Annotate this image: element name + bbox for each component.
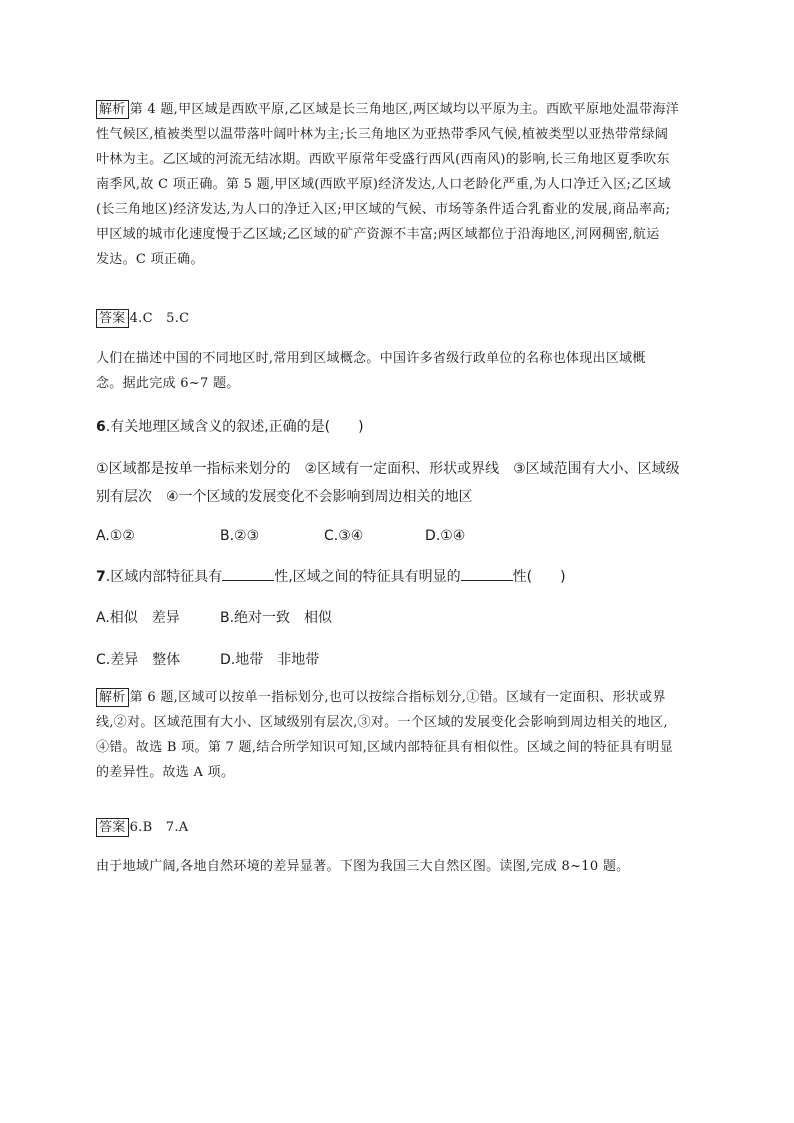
answer-text: 6.B 7.A [129,820,189,835]
answer-q4-5 [96,306,698,331]
option-a[interactable]: A.①② [96,528,135,544]
analysis-line: 线,②对。区域范围有大小、区域级别有层次,③对。一个区域的发展变化会影响到周边相关的地区, [96,715,668,730]
analysis-line: (长三角地区)经济发达,为人口的净迁入区;甲区域的气候、市场等条件适合乳畜业的发展,商品率高; [96,202,671,217]
fill-blank-2[interactable] [461,566,513,581]
analysis-line: 南季风,故 C 项正确。第 5 题,甲区域(西欧平原)经济发达,人口老龄化严重,为人口净迁入区;乙区域 [96,177,672,192]
option-d[interactable]: D.①④ [425,528,466,544]
analysis-line: 解析 第 4 题,甲区域是西欧平原,乙区域是长三角地区,两区域均以平原为主。西欧平原地处温带海洋 [96,97,698,122]
analysis-tag: 解析 [96,688,129,707]
analysis-line: 甲区域的城市化速度慢于乙区域;乙区域的矿产资源不丰富;两区域都位于沿海地区,河网稠密,航运 [96,227,660,242]
question-6 [96,413,698,441]
statement-line: 别有层次 ④一个区域的发展变化不会影响到周边相关的地区 [96,489,473,505]
question-stem: 6.有关地理区域含义的叙述,正确的是( ) [96,419,364,435]
option-b[interactable]: B.②③ [220,528,260,544]
option-c[interactable]: C.差异 整体 [96,652,181,668]
intro-q6-7 [96,346,698,396]
statement-line: ①区域都是按单一指标来划分的 ②区域有一定面积、形状或界线 ③区域范围有大小、区域级 [96,461,680,477]
analysis-line: 性气候区,植被类型以温带落叶阔叶林为主;长三角地区为亚热带季风气候,植被类型以亚热带常绿阔 [96,127,669,142]
option-b[interactable]: B.绝对一致 相似 [220,610,333,626]
analysis-q4-5 [96,97,698,272]
analysis-q6-7 [96,685,698,785]
analysis-tag: 解析 [96,100,129,119]
analysis-line: ④错。故选 B 项。第 7 题,结合所学知识可知,区域内部特征具有相似性。区域之间的特征具有明显 [96,740,674,755]
option-a[interactable]: A.相似 差异 [96,610,180,626]
option-d[interactable]: D.地带 非地带 [220,652,320,668]
analysis-line: 叶林为主。乙区域的河流无结冰期。西欧平原常年受盛行西风(西南风)的影响,长三角地区夏季吹东 [96,152,670,167]
question-7: 7.区域内部特征具有 性,区域之间的特征具有明显的 性( ) [96,563,698,591]
analysis-line: 解析 第 6 题,区域可以按单一指标划分,也可以按综合指标划分,①错。区域有一定面积、形状或界 [96,685,698,710]
fill-blank-1[interactable] [222,566,274,581]
intro-line: 念。据此完成 6~7 题。 [96,376,240,391]
intro-q8-10: 由于地域广阔,各地自然环境的差异显著。下图为我国三大自然区图。读图,完成 8~10 题。 [96,859,630,874]
answer-q6-7 [96,815,698,840]
question-6-statements [96,455,698,511]
intro-line: 人们在描述中国的不同地区时,常用到区域概念。中国许多省级行政单位的名称也体现出区域概 [96,351,646,366]
answer-text: 4.C 5.C [129,311,190,326]
option-c[interactable]: C.③④ [324,528,364,544]
answer-tag: 答案 [96,309,129,328]
answer-tag: 答案 [96,818,129,837]
analysis-line: 发达。C 项正确。 [96,252,204,267]
analysis-line: 的差异性。故选 A 项。 [96,765,235,780]
